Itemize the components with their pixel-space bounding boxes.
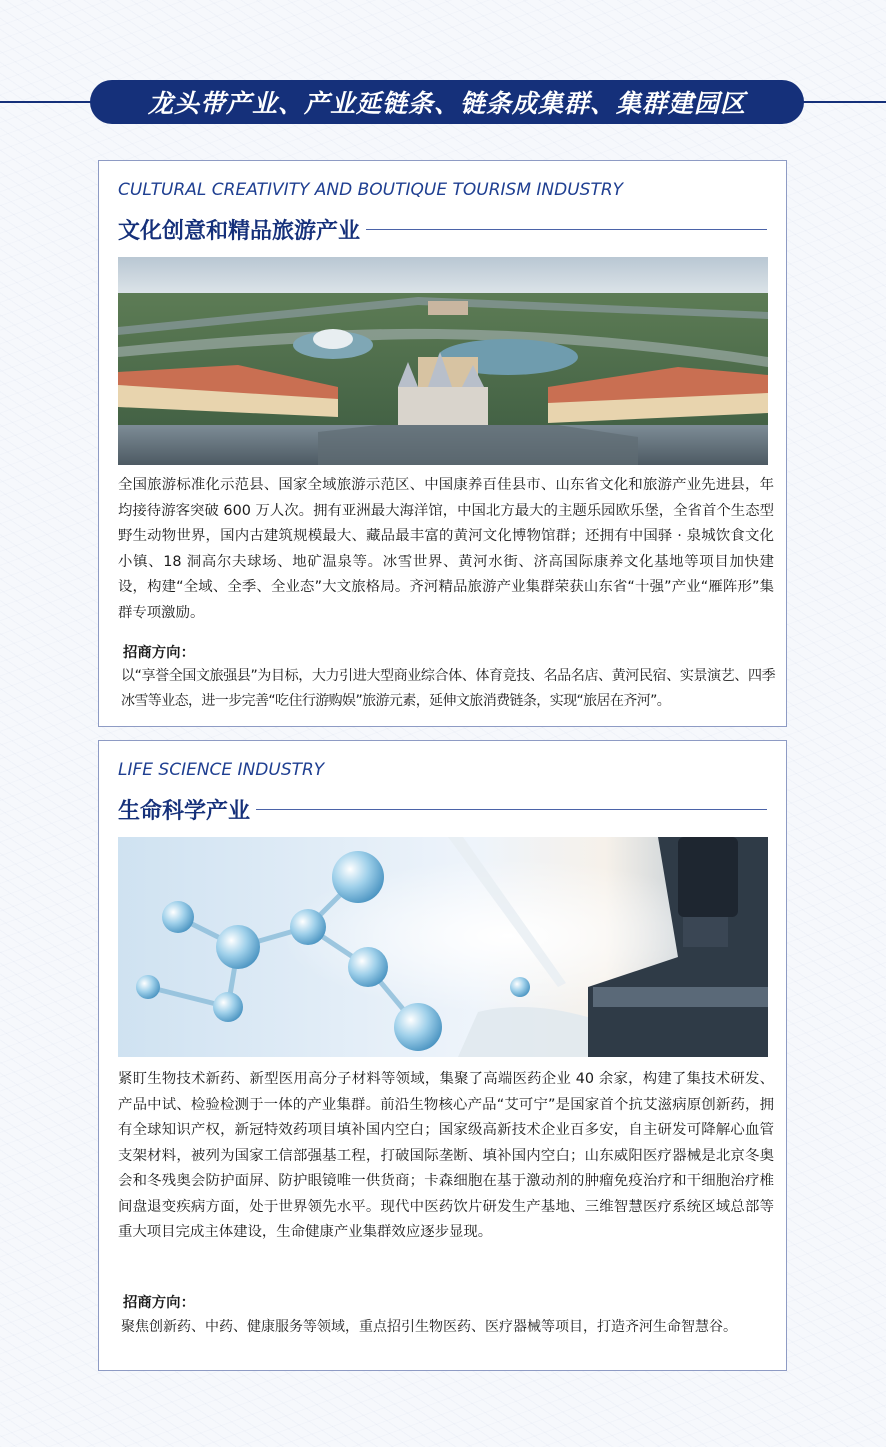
title-divider bbox=[256, 809, 767, 810]
section-description: 全国旅游标准化示范县、国家全域旅游示范区、中国康养百佳县市、山东省文化和旅游产业先进县，年均接待游客突破 600 万人次。拥有亚洲最大海洋馆，中国北方最大的主题乐园欧乐堡，全省首个生态型野生动物世界，国内古建筑规模最大、藏品最丰富的黄河文化博物馆群；还拥有中国驿 · 泉城饮食文化小镇、18 洞高尔夫球场、地矿温泉等。冰雪世界、黄河水街、济高国际康养文化基地等项目加快建设，构建“全域、全季、全业态”大文旅格局。齐河精品旅游产业集群荣获山东省“十强”产业“雁阵形”集群专项激励。 bbox=[118, 477, 774, 621]
header-banner bbox=[90, 80, 804, 124]
investment-direction-label: 招商方向： bbox=[123, 1295, 195, 1311]
theme-park-aerial-photo bbox=[118, 257, 768, 465]
investment-direction-text: 聚焦创新药、中药、健康服务等领域，重点招引生物医药、医疗器械等项目，打造齐河生命智慧谷。 bbox=[121, 1319, 737, 1335]
section-english-title: LIFE SCIENCE INDUSTRY bbox=[118, 760, 325, 780]
title-divider bbox=[366, 229, 767, 230]
section-description: 紧盯生物技术新药、新型医用高分子材料等领域，集聚了高端医药企业 40 余家，构建了集技术研发、产品中试、检验检测于一体的产业集群。前沿生物核心产品“艾可宁”是国家首个抗艾滋病原创新药，拥有全球知识产权，新冠特效药项目填补国内空白；国家级高新技术企业百多安，自主研发可降解心血管支架材料，被列为国家工信部强基工程，打破国际垄断、填补国内空白；山东威阳医疗器械是北京冬奥会和冬残奥会防护面屏、防护眼镜唯一供货商；卡森细胞在基于激动剂的肿瘤免疫治疗和干细胞治疗椎间盘退变疾病方面，处于世界领先水平。现代中医药饮片研发生产基地、三维智慧医疗系统区域总部等重大项目完成主体建设，生命健康产业集群效应逐步显现。 bbox=[118, 1071, 774, 1240]
molecules-microscope-photo bbox=[118, 837, 768, 1057]
section-title-row bbox=[118, 212, 767, 246]
investment-direction-text: 以“享誉全国文旅强县”为目标，大力引进大型商业综合体、体育竞技、名品名店、黄河民宿、实景演艺、四季冰雪等业态，进一步完善“吃住行游购娱”旅游元素，延伸文旅消费链条，实现“旅居在齐河”。 bbox=[121, 668, 775, 709]
section-chinese-title: 生命科学产业 bbox=[118, 798, 251, 824]
section-card-tourism bbox=[98, 160, 787, 727]
section-chinese-title: 文化创意和精品旅游产业 bbox=[118, 218, 361, 244]
section-title-row bbox=[118, 792, 767, 826]
section-card-life-science bbox=[98, 740, 787, 1371]
investment-direction-label: 招商方向： bbox=[123, 645, 195, 661]
banner-title: 龙头带产业、产业延链条、链条成集群、集群建园区 bbox=[147, 89, 746, 118]
section-english-title: CULTURAL CREATIVITY AND BOUTIQUE TOURISM INDUSTRY bbox=[118, 180, 624, 200]
